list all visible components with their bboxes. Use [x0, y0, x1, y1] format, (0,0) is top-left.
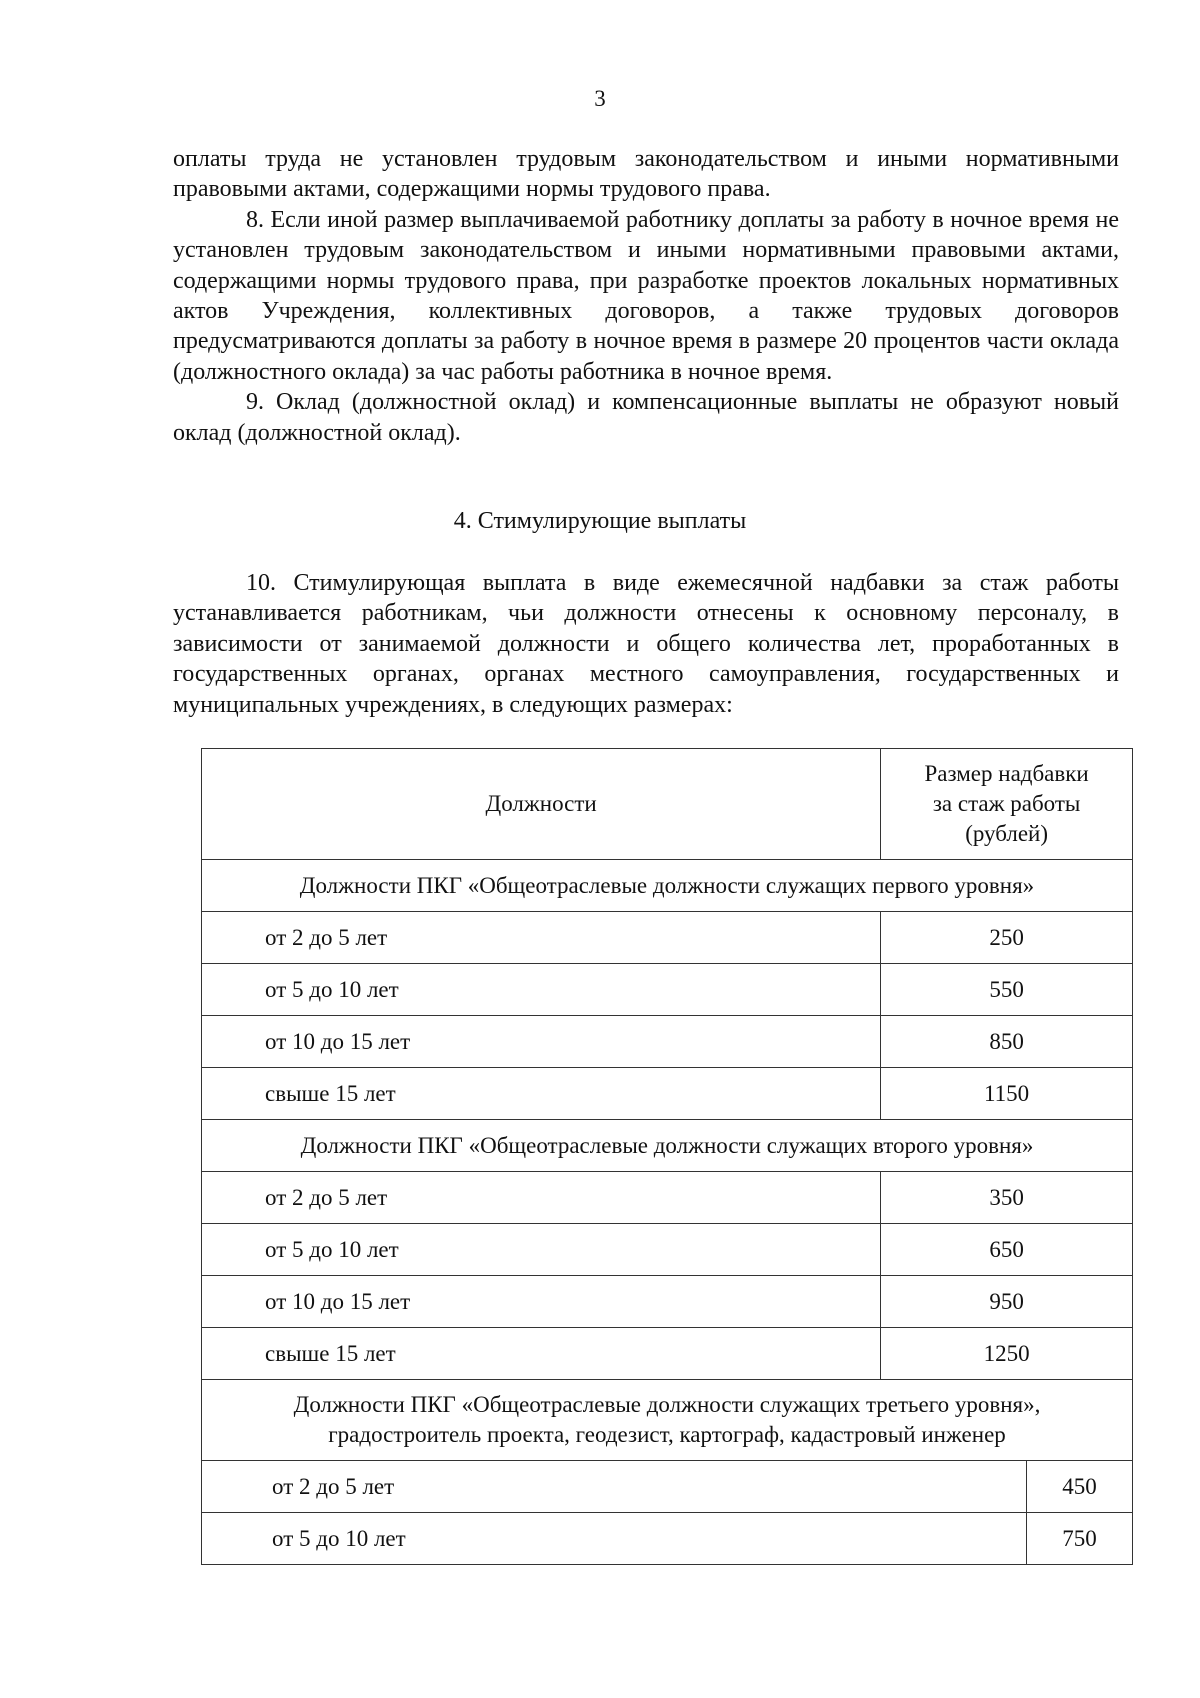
- table-row: [202, 1276, 1133, 1328]
- table-row: [202, 1461, 1133, 1513]
- table-row: [202, 1224, 1133, 1276]
- paragraph-10: 10. Стимулирующая выплата в виде ежемесячной надбавки за стаж работы устанавливается работникам, чьи должности отнесены к основному персоналу, в зависимости от занимаемой должности и общего количества лет, проработанных в государственных органах, органах местного самоуправления, государственных и муниципальных учреждениях, в следующих размерах:: [173, 570, 1119, 718]
- table-row: [202, 1068, 1133, 1120]
- row-label: от 5 до 10 лет: [202, 1513, 1027, 1565]
- section-heading: 4. Стимулирующие выплаты: [453, 508, 747, 534]
- header-allowance-line2: за стаж работы: [932, 791, 1081, 816]
- row-value: 650: [881, 1224, 1133, 1276]
- group-title: Должности ПКГ «Общеотраслевые должности служащих второго уровня»: [202, 1120, 1133, 1172]
- row-value: 950: [881, 1276, 1133, 1328]
- paragraph-9: 9. Оклад (должностной оклад) и компенсационные выплаты не образуют новый оклад (должностной оклад).: [173, 389, 1119, 446]
- row-value: 850: [881, 1016, 1133, 1068]
- group-title: Должности ПКГ «Общеотраслевые должности служащих первого уровня»: [202, 860, 1133, 912]
- row-value: 1250: [881, 1328, 1133, 1380]
- row-label: от 10 до 15 лет: [202, 1276, 881, 1328]
- table-row: [202, 964, 1133, 1016]
- row-value: 250: [881, 912, 1133, 964]
- row-label: свыше 15 лет: [202, 1328, 881, 1380]
- page-number: 3: [594, 86, 606, 111]
- row-value: 350: [881, 1172, 1133, 1224]
- row-label: от 5 до 10 лет: [202, 1224, 881, 1276]
- row-label: свыше 15 лет: [202, 1068, 881, 1120]
- table-row: [202, 1513, 1133, 1565]
- row-label: от 2 до 5 лет: [202, 1461, 1027, 1513]
- paragraph-8: 8. Если иной размер выплачиваемой работнику доплаты за работу в ночное время не установлен трудовым законодательством и иными нормативными правовыми актами, содержащими нормы трудового права, при разработке проектов локальных нормативных актов Учреждения, коллективных договоров, а также трудовых договоров предусматриваются доплаты за работу в ночное время в размере 20 процентов части оклада (должностного оклада) за час работы работника в ночное время.: [173, 206, 1119, 385]
- group-row: [202, 1120, 1133, 1172]
- table-row: [202, 1328, 1133, 1380]
- header-allowance: [881, 749, 1133, 860]
- row-label: от 2 до 5 лет: [202, 1172, 881, 1224]
- header-allowance-line1: Размер надбавки: [924, 761, 1089, 786]
- group-title: [202, 1380, 1133, 1461]
- group-row: [202, 1380, 1133, 1461]
- group-title-line1: Должности ПКГ «Общеотраслевые должности служащих третьего уровня»,: [293, 1392, 1041, 1417]
- group-row: [202, 860, 1133, 912]
- header-positions: Должности: [202, 749, 881, 860]
- row-value: 550: [881, 964, 1133, 1016]
- allowance-table: [201, 748, 1133, 1565]
- row-value: 450: [1027, 1461, 1133, 1513]
- table-row: [202, 912, 1133, 964]
- row-label: от 10 до 15 лет: [202, 1016, 881, 1068]
- header-allowance-line3: (рублей): [965, 821, 1049, 846]
- table-row: [202, 1016, 1133, 1068]
- row-label: от 2 до 5 лет: [202, 912, 881, 964]
- row-value: 750: [1027, 1513, 1133, 1565]
- table-row: [202, 1172, 1133, 1224]
- paragraph-continuation: оплаты труда не установлен трудовым законодательством и иными нормативными правовыми актами, содержащими нормы трудового права.: [173, 146, 1119, 203]
- body-text-top: [173, 144, 1119, 448]
- row-label: от 5 до 10 лет: [202, 964, 881, 1016]
- table-header-row: [202, 749, 1133, 860]
- group-title-line2: градостроитель проекта, геодезист, картограф, кадастровый инженер: [328, 1422, 1006, 1447]
- body-text-bottom: [173, 568, 1119, 720]
- row-value: 1150: [881, 1068, 1133, 1120]
